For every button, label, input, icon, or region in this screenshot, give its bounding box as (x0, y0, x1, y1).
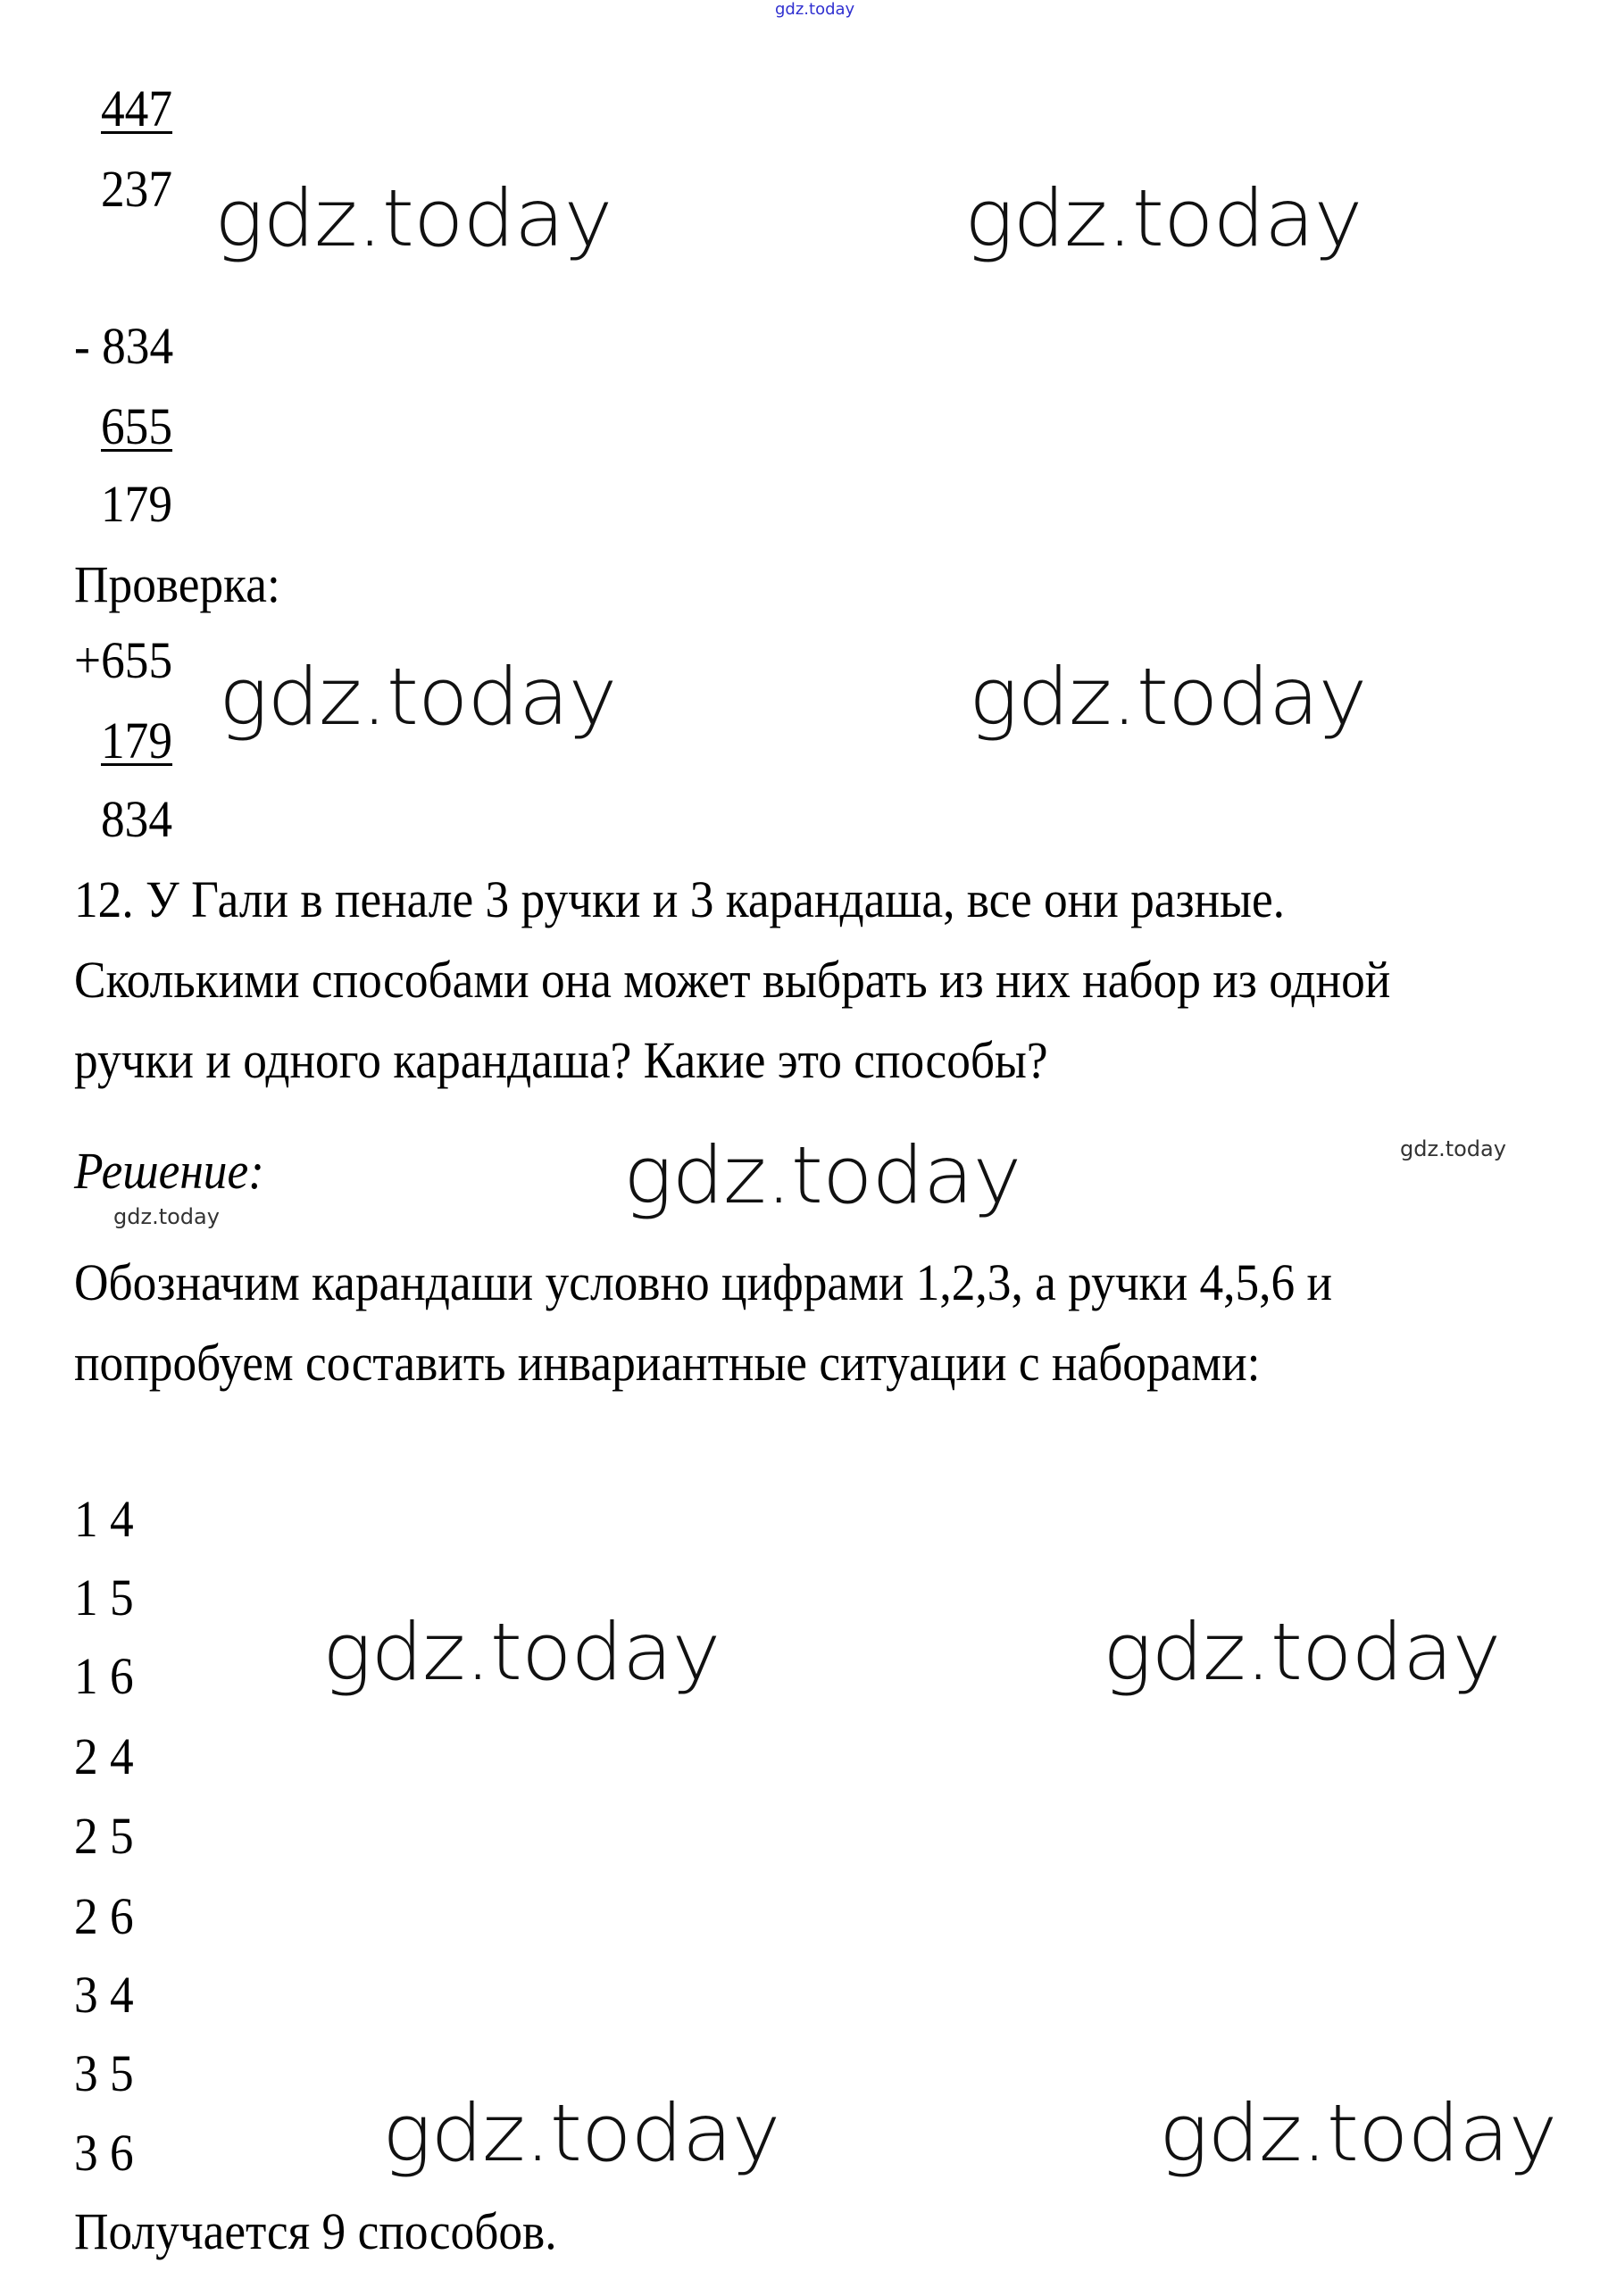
watermark-small: gdz.today (113, 1204, 220, 1229)
check-a: +655 (74, 631, 173, 689)
pair-item: 2 5 (74, 1807, 134, 1865)
calc2-a: - 834 (74, 317, 174, 375)
watermark: gdz.today (322, 1606, 721, 1698)
pair-item: 2 6 (74, 1887, 134, 1945)
pair-item: 1 6 (74, 1647, 134, 1705)
solution-line-2: попробуем составить инвариантные ситуации с наборами: (74, 1334, 1261, 1392)
watermark: gdz.today (964, 172, 1362, 264)
watermark-top: gdz.today (775, 0, 855, 19)
pair-item: 2 4 (74, 1727, 134, 1785)
watermark-small: gdz.today (1400, 1136, 1506, 1161)
watermark: gdz.today (219, 651, 617, 743)
watermark: gdz.today (1103, 1606, 1501, 1698)
watermark: gdz.today (214, 172, 612, 264)
calc1-b: 237 (101, 160, 173, 218)
problem-line-2: Сколькими способами она может выбрать из них набор из одной (74, 951, 1391, 1009)
check-b: 179 (101, 711, 173, 769)
watermark: gdz.today (1159, 2087, 1557, 2179)
problem-line-1: 12. У Гали в пенале 3 ручки и 3 карандаша, все они разные. (74, 870, 1285, 928)
pair-item: 1 4 (74, 1490, 134, 1548)
pair-item: 3 6 (74, 2124, 134, 2182)
conclusion: Получается 9 способов. (74, 2202, 557, 2260)
solution-label: Решение: (74, 1142, 264, 1200)
check-result: 834 (101, 790, 173, 848)
pair-item: 3 5 (74, 2044, 134, 2102)
pair-item: 3 4 (74, 1966, 134, 2024)
watermark: gdz.today (623, 1129, 1021, 1221)
calc2-b: 655 (101, 397, 173, 455)
calc2-result: 179 (101, 475, 173, 533)
calc1-a: 447 (101, 79, 173, 137)
watermark: gdz.today (969, 651, 1367, 743)
problem-line-3: ручки и одного карандаша? Какие это способы? (74, 1031, 1048, 1089)
check-label: Проверка: (74, 555, 280, 613)
watermark: gdz.today (382, 2087, 780, 2179)
solution-line-1: Обозначим карандаши условно цифрами 1,2,3, а ручки 4,5,6 и (74, 1253, 1333, 1311)
pair-item: 1 5 (74, 1568, 134, 1626)
